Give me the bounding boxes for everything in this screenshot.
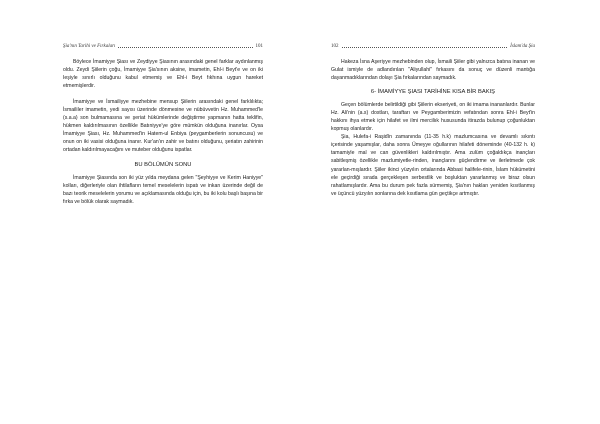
right-body-text bbox=[331, 58, 535, 198]
left-paragraph-1: Böylece İmamiyye Şiası ve Zeydiyye Şiasının arasındaki genel farklar aydınlanmış oldu. Zeydi Şiilerin çoğu, İmamiyye Şia'sının aksine, imametin, Ehl-i Beyt'e ve on iki Ieşiyle sınırlı olduğunu kabul etmemiş ve Ehl-i Beyt fıkhına uygun hareket etmemişlerdir. bbox=[63, 59, 263, 90]
left-closing-paragraph: İmamiyye Şiasında son iki yüz yılda meydana gelen "Şeyhiyye ve Kerim Haniyye" kolları, diğerleriyle olan ihtilafların temel meselelerin ispatı ve inkarı üzerinde değil de bazı teorik meselelerin yorumu ve açıklamasında olduğu için, bu iki kolu başlı başına bir fırka ve bölük olarak saymadık. bbox=[63, 174, 263, 205]
right-paragraph-2: Şia, Hulefa-i Raşidîn zamanında (11-35 h.k) mazlumcasına ve devamlı sıkıntı içerisinde yaşamışlar, daha sonra Ümeyye oğullarının hilafeti döneminde (40-132 h. k) tamamiyle mal ve can güvenlikleri kaldırılmıştır. Ama zulüm çoğaldıkça inançları sabitleşmiş özellikle mazlumiyetle-rinden, inançlarını güçlendirme ve ilerletmede çok yararlan-mışlardır. Şiiler ikinci yüzyılın ortalarında Abbasi halifele-rinin, İslam hükümetini ele geçirdiği sırada gerçekleşen serbestlik ve boşluktan yararlanmış ve biraz olsun rahatlamışlardır. Ama bu durum pek fazla sürmemiş, Şia'nın hakları yeniden kısıtlanmış ve üçüncü yüzyılın sonlarına dek kısıtlama gün geçtikçe artmıştır. bbox=[331, 134, 535, 197]
right-section-heading: 6- İMAMİYYE ŞIASI TARİHİNE KISA BİR BAKIŞ bbox=[370, 89, 496, 96]
right-running-header bbox=[331, 44, 535, 49]
left-header-title: Şia'nın Tarihi ve Fırkaları bbox=[63, 44, 116, 49]
left-page bbox=[63, 0, 263, 424]
header-leader-dots bbox=[342, 47, 508, 48]
right-intro-paragraph: Hakeza İsna Aşeriyye mezhebinden olup, İsmaili Şiiler gibi yalnızca batına inanan ve Gulat ismiyle de adlandırılan "Aliyullahi" fırkasını da sonuç ve düzenli mantığa dayanmadıklarından dolayı Şia fırkalarından saymadık. bbox=[331, 59, 535, 82]
right-header-title: İslam'da Şia bbox=[510, 44, 535, 49]
left-body-text bbox=[63, 58, 263, 206]
left-running-header bbox=[63, 44, 263, 49]
left-paragraph-2: İmamiyye ve İsmailiyye mezhebine mensup Şiilerin arasındaki genel farklılıkta; İsmaililer imametin, yedi sayısı üzerinde dönmesine ve nübüvvetin Hz. Muhammed'le (s.a.a) son bulmamasına ve şeriat hükümlerinde değiştirme yapmanın hatta teklifin, hükmen kaldırılmasının özellikle Batıniyye'ye göre mümkün olduğuna inanırlar. Oysa İmamiyye Şiası, Hz. Muhammed'in Hatem-ul Enbiya (peygamberlerin sonuncusu) ve onun on iki vasisi olduğuna inanır. Kur'an'ın zahir ve batını olduğunu, şeriatın zahirinin ortadan kaldırılmayacağını ve muteber olduğunu ispatlar. bbox=[63, 99, 263, 154]
left-page-number: 101 bbox=[255, 44, 263, 49]
right-paragraph-1: Geçen bölümlerde belirtildiği gibi Şiilerin ekseriyeti, on iki imama inananlardır. Bunlar Hz. Ali'nin (a.s) dostları, taraftarı ve Peygamberimizin vefatından sonra Ehl-i Beyt'in hakkını ihya etmek için hilafet ve ilmi merciliık hususunda itirazda bulunup çoğunluktan kopmuş olanlardır. bbox=[331, 102, 535, 133]
left-section-heading: BU BÖLÜMÜN SONU bbox=[134, 161, 192, 168]
header-leader-dots bbox=[118, 47, 252, 48]
right-page bbox=[331, 0, 535, 424]
right-page-number: 102 bbox=[331, 44, 339, 49]
